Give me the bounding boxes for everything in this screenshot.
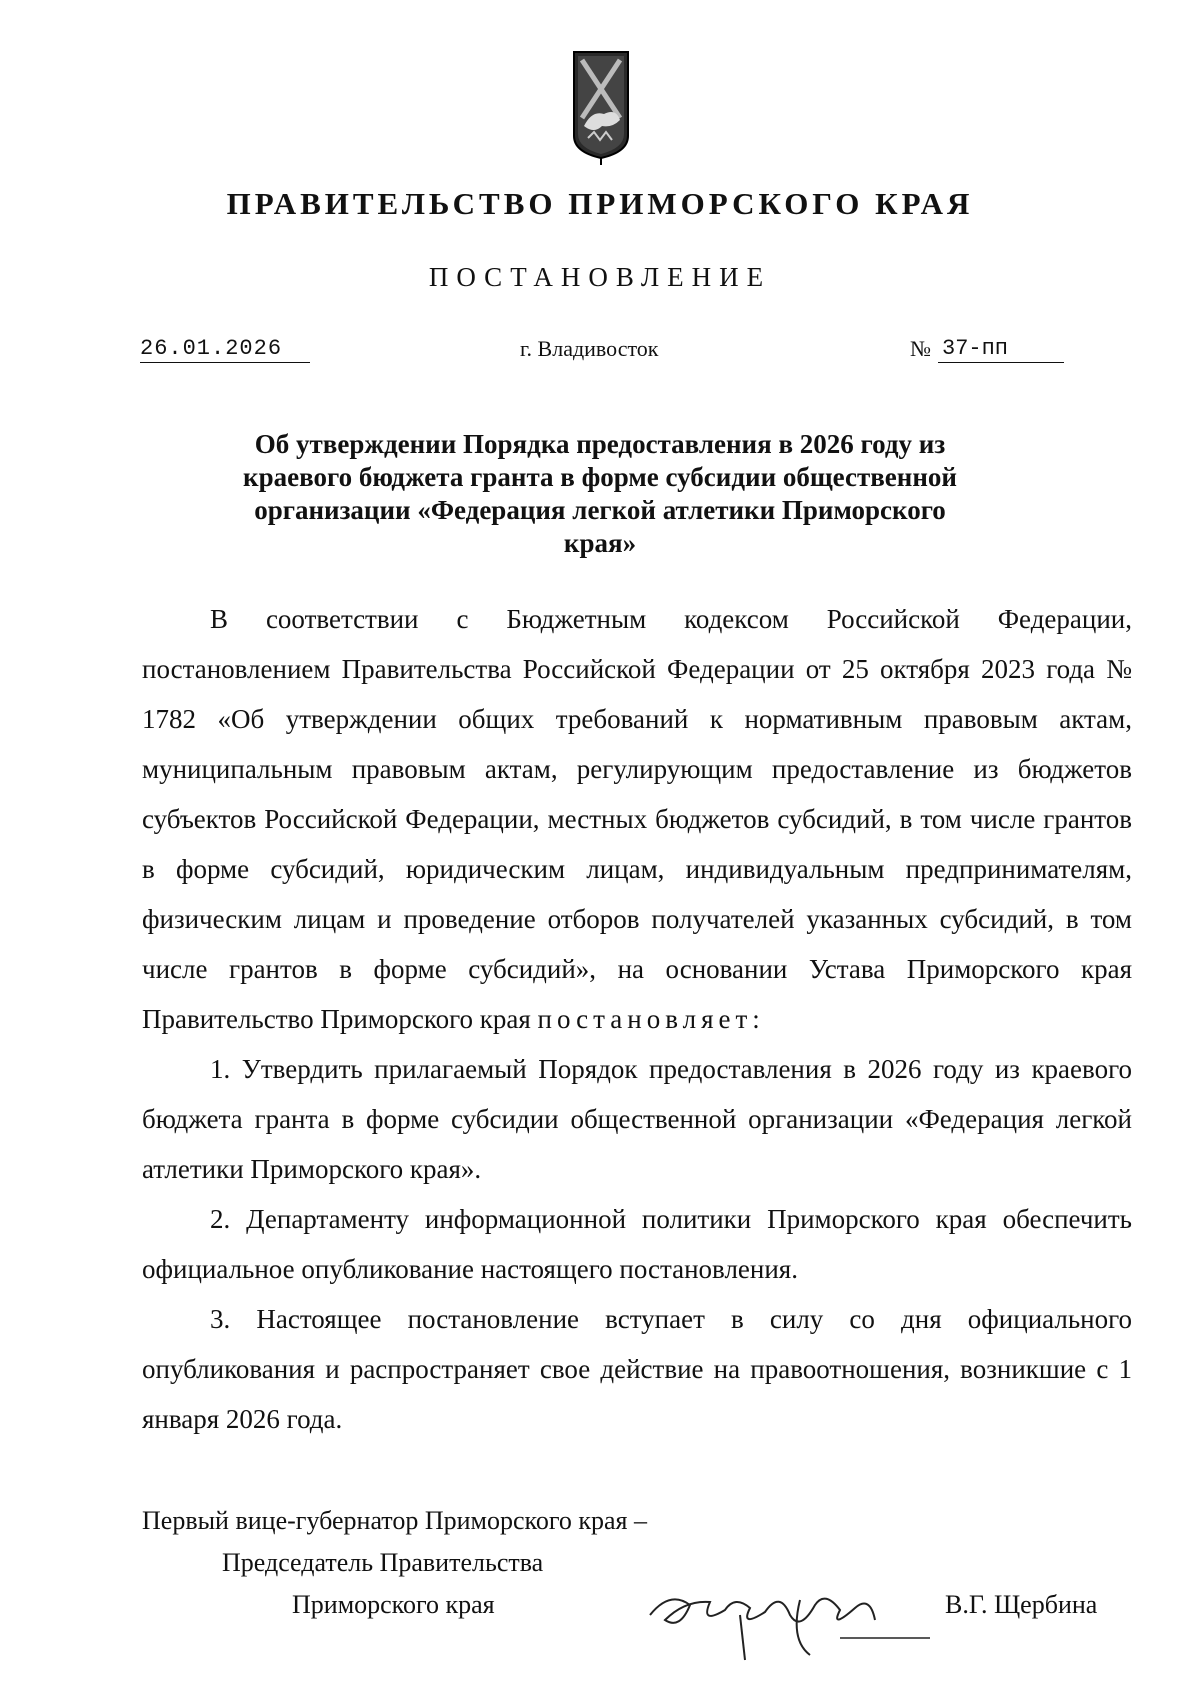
signatory-position-line2: Председатель Правительства	[222, 1548, 544, 1577]
document-number: 37-пп	[942, 336, 1009, 361]
handwritten-signature	[640, 1560, 940, 1670]
date-underline	[140, 362, 310, 363]
resolves-word: постановляет:	[537, 1004, 765, 1034]
signatory-position-line3: Приморского края	[292, 1590, 495, 1619]
number-label: №	[910, 336, 931, 361]
government-title: ПРАВИТЕЛЬСТВО ПРИМОРСКОГО КРАЯ	[226, 186, 974, 221]
item-2: 2. Департаменту информационной политики Приморского края обеспечить официальное опубликование настоящего постановления.	[142, 1204, 1132, 1284]
document-city: г. Владивосток	[520, 336, 659, 361]
number-underline	[938, 362, 1064, 363]
document-date: 26.01.2026	[140, 336, 283, 361]
signatory-position-line1: Первый вице-губернатор Приморского края –	[142, 1506, 647, 1535]
preamble-text: В соответствии с Бюджетным кодексом Российской Федерации, постановлением Правительства Российской Федерации от 25 октября 2023 года № 1782 «Об утверждении общих требований к нормативным правовым актам, муниципальным правовым актам, регулирующим предоставление из бюджетов субъектов Российской Федерации, местных бюджетов субсидий, в том числе грантов в форме субсидий, юридическим лицам, индивидуальным предпринимателям, физическим лицам и проведение отборов получателей указанных субсидий, в том числе грантов в форме субсидий», на основании Устава Приморского края Правительство Приморского края	[142, 604, 1132, 1034]
item-1: 1. Утвердить прилагаемый Порядок предоставления в 2026 году из краевого бюджета гранта в форме субсидии общественной организации «Федерация легкой атлетики Приморского края».	[142, 1054, 1132, 1184]
item-3: 3. Настоящее постановление вступает в силу со дня официального опубликования и распространяет свое действие на правоотношения, возникшие с 1 января 2026 года.	[142, 1304, 1132, 1434]
preamble-paragraph	[142, 594, 1132, 1044]
document-type: ПОСТАНОВЛЕНИЕ	[428, 262, 772, 292]
signatory-name: В.Г. Щербина	[945, 1590, 1098, 1619]
document-heading: Об утверждении Порядка предоставления в 2026 году из краевого бюджета гранта в форме субсидии общественной организации «Федерация легкой атлетики Приморского края»	[243, 429, 957, 558]
coat-of-arms-icon	[572, 48, 630, 166]
document-body	[142, 594, 1132, 1444]
